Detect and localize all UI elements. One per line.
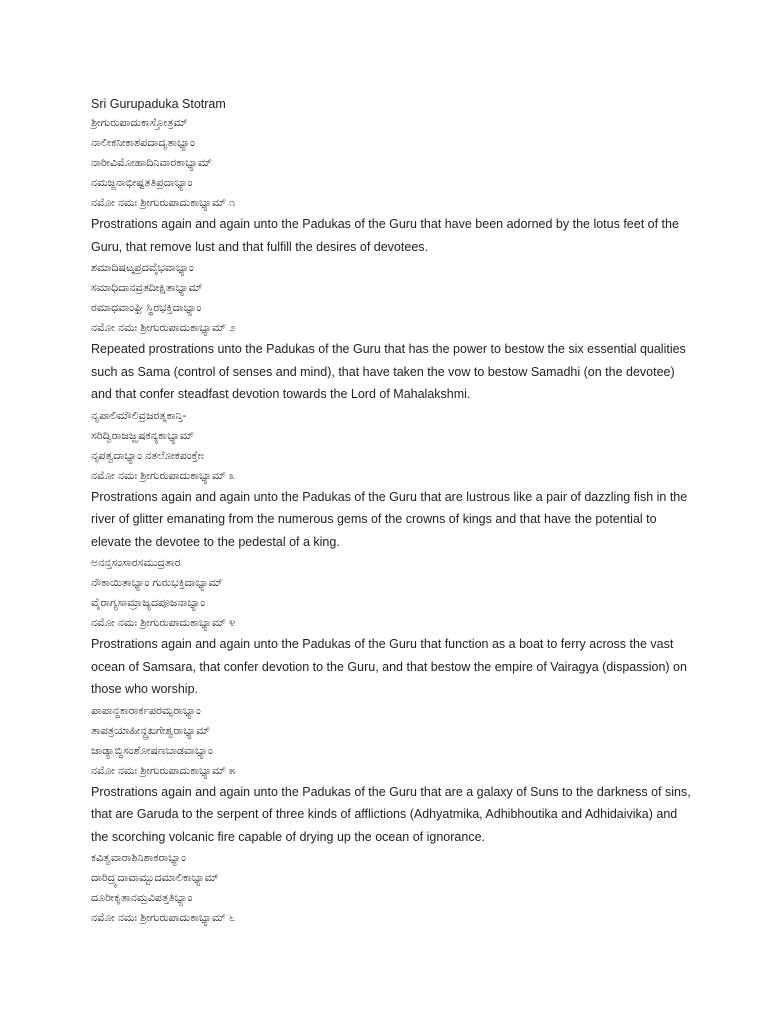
verse-line: ನಮೋ ನಮಃ ಶ್ರೀಗುರುಪಾದುಕಾಭ್ಯಾಮ್ ೬	[91, 912, 236, 924]
verse-translation: Prostrations again and again unto the Padukas of the Guru that are lustrous like a pair of dazzling fish in the river of glitter emanating from the numerous gems of the crowns of kings and that have the potential to elevate the devotee to the pedestal of a king.	[91, 489, 688, 549]
verse-line: ನಮೋ ನಮಃ ಶ್ರೀಗುರುಪಾದುಕಾಭ್ಯಾಮ್ ೫	[91, 764, 236, 777]
verse-line: ನೃಪಾಲಿಮೌಲಿವ್ರಜರತ್ನಕಾನ್ತಿ-	[91, 409, 187, 422]
verse-translation: Prostrations again and again unto the Padukas of the Guru that function as a boat to ferry across the vast ocean of Samsara, that confer devotion to the Guru, and that bestow the empire of Vairagya (dispassion) on those who worship.	[91, 637, 687, 696]
verse-line: ಅನನ್ತಸಂಸಾರಸಮುದ್ರತಾರ	[91, 557, 181, 569]
verse-line: ಕವಿತ್ವವಾರಾಶಿನಿಶಾಕರಾಭ್ಯಾಂ	[91, 852, 186, 864]
verse-line: ಜಾಡ್ಯಾಬ್ಧಿಸಂಶೋಷಣಬಾಡವಾಭ್ಯಾಂ	[91, 744, 213, 757]
verse-translation: Prostrations again and again unto the Padukas of the Guru that are a galaxy of Suns to the darkness of sins, that are Garuda to the serpent of three kinds of afflictions (Adhyatmika, Adhibhoutika and Adhidaivika) and the scorching volcanic fire capable of drying up the ocean of ignorance.	[91, 784, 691, 844]
document-body	[91, 96, 691, 928]
verse-line: ಸರಿದ್ವಿರಾಜಜ್ಝಷಕನ್ಯಕಾಭ್ಯಾಮ್	[91, 429, 195, 442]
verse-line: ದಾರಿದ್ರ್ಯದಾವಾಮ್ಬುದಮಾಲಿಕಾಭ್ಯಾಮ್	[91, 872, 219, 884]
verse-line: ಪಾಪಾನ್ಧಕಾರಾರ್ಕಪರಮ್ಪರಾಭ್ಯಾಂ	[91, 704, 201, 717]
verse-2	[91, 258, 691, 406]
verse-line: ನಮೋ ನಮಃ ಶ್ರೀಗುರುಪಾದುಕಾಭ್ಯಾಮ್ ೨	[91, 322, 236, 334]
verse-5	[91, 701, 691, 849]
verse-line: ನಮೋ ನಮಃ ಶ್ರೀಗುರುಪಾದುಕಾಭ್ಯಾಮ್ ೩	[91, 469, 236, 482]
verse-line: ದೂರೀಕೃತಾನಮ್ರವಿಪತ್ತತಿಭ್ಯಾಂ	[91, 892, 193, 904]
verse-line: ಶಮಾದಿಷಟ್ಕಪ್ರದವೈಭವಾಭ್ಯಾಂ	[91, 262, 194, 274]
verse-line: ನಮೋ ನಮಃ ಶ್ರೀಗುರುಪಾದುಕಾಭ್ಯಾಮ್ ೪	[91, 617, 236, 629]
page-title: Sri Gurupaduka Stotram	[91, 97, 226, 111]
verse-line: ನಾಲೀಕನೀಕಾಶಪದಾದೃತಾಭ್ಯಾಂ	[91, 137, 195, 149]
verse-6	[91, 848, 691, 928]
verse-line: ಶ್ರೀಗುರುಪಾದುಕಾಸ್ತೋತ್ರಮ್	[91, 117, 188, 129]
verse-translation: Prostrations again and again unto the Padukas of the Guru that have been adorned by the lotus feet of the Guru, that remove lust and that fulfill the desires of devotees.	[91, 217, 679, 254]
verse-translation: Repeated prostrations unto the Padukas of the Guru that has the power to bestow the six essential qualities such as Sama (control of senses and mind), that have taken the vow to bestow Samadhi (on the devotee) and that confer steadfast devotion towards the Lord of Mahalakshmi.	[91, 342, 686, 401]
verse-line: ನೃಪತ್ವದಾಭ್ಯಾಂ ನತಲೋಕಪಂಕ್ತೇಃ	[91, 449, 204, 462]
verse-3	[91, 406, 691, 554]
verse-line: ವೈರಾಗ್ಯಸಾಮ್ರಾಜ್ಯದಪೂಜನಾಭ್ಯಾಂ	[91, 597, 206, 609]
verse-line: ನಾರೀವಿಮೋಹಾದಿನಿವಾರಕಾಭ್ಯಾಮ್	[91, 157, 213, 169]
verse-line: ರಮಾಧವಾಂಘ್ರಿ ಸ್ಥಿರಭಕ್ತಿದಾಭ್ಯಾಂ	[91, 302, 202, 314]
verse-4	[91, 553, 691, 701]
verse-line: ತಾಪತ್ರಯಾಹೀನ್ದ್ರಖಗೇಶ್ವರಾಭ್ಯಾಮ್	[91, 724, 211, 737]
verse-line: ನೌಕಾಯಿತಾಭ್ಯಾಂ ಗುರುಭಕ್ತಿದಾಭ್ಯಾಮ್	[91, 577, 223, 589]
verse-line: ಸಮಾಧಿದಾನವ್ರತದೀಕ್ಷಿತಾಭ್ಯಾಮ್	[91, 282, 203, 294]
verse-line: ನಮಜ್ಜನಾಭೀಷ್ಟತತಿಪ್ರದಾಭ್ಯಾಂ	[91, 177, 193, 189]
verse-1	[91, 113, 691, 258]
verse-line: ನಮೋ ನಮಃ ಶ್ರೀಗುರುಪಾದುಕಾಭ್ಯಾಮ್ ೧	[91, 197, 236, 209]
